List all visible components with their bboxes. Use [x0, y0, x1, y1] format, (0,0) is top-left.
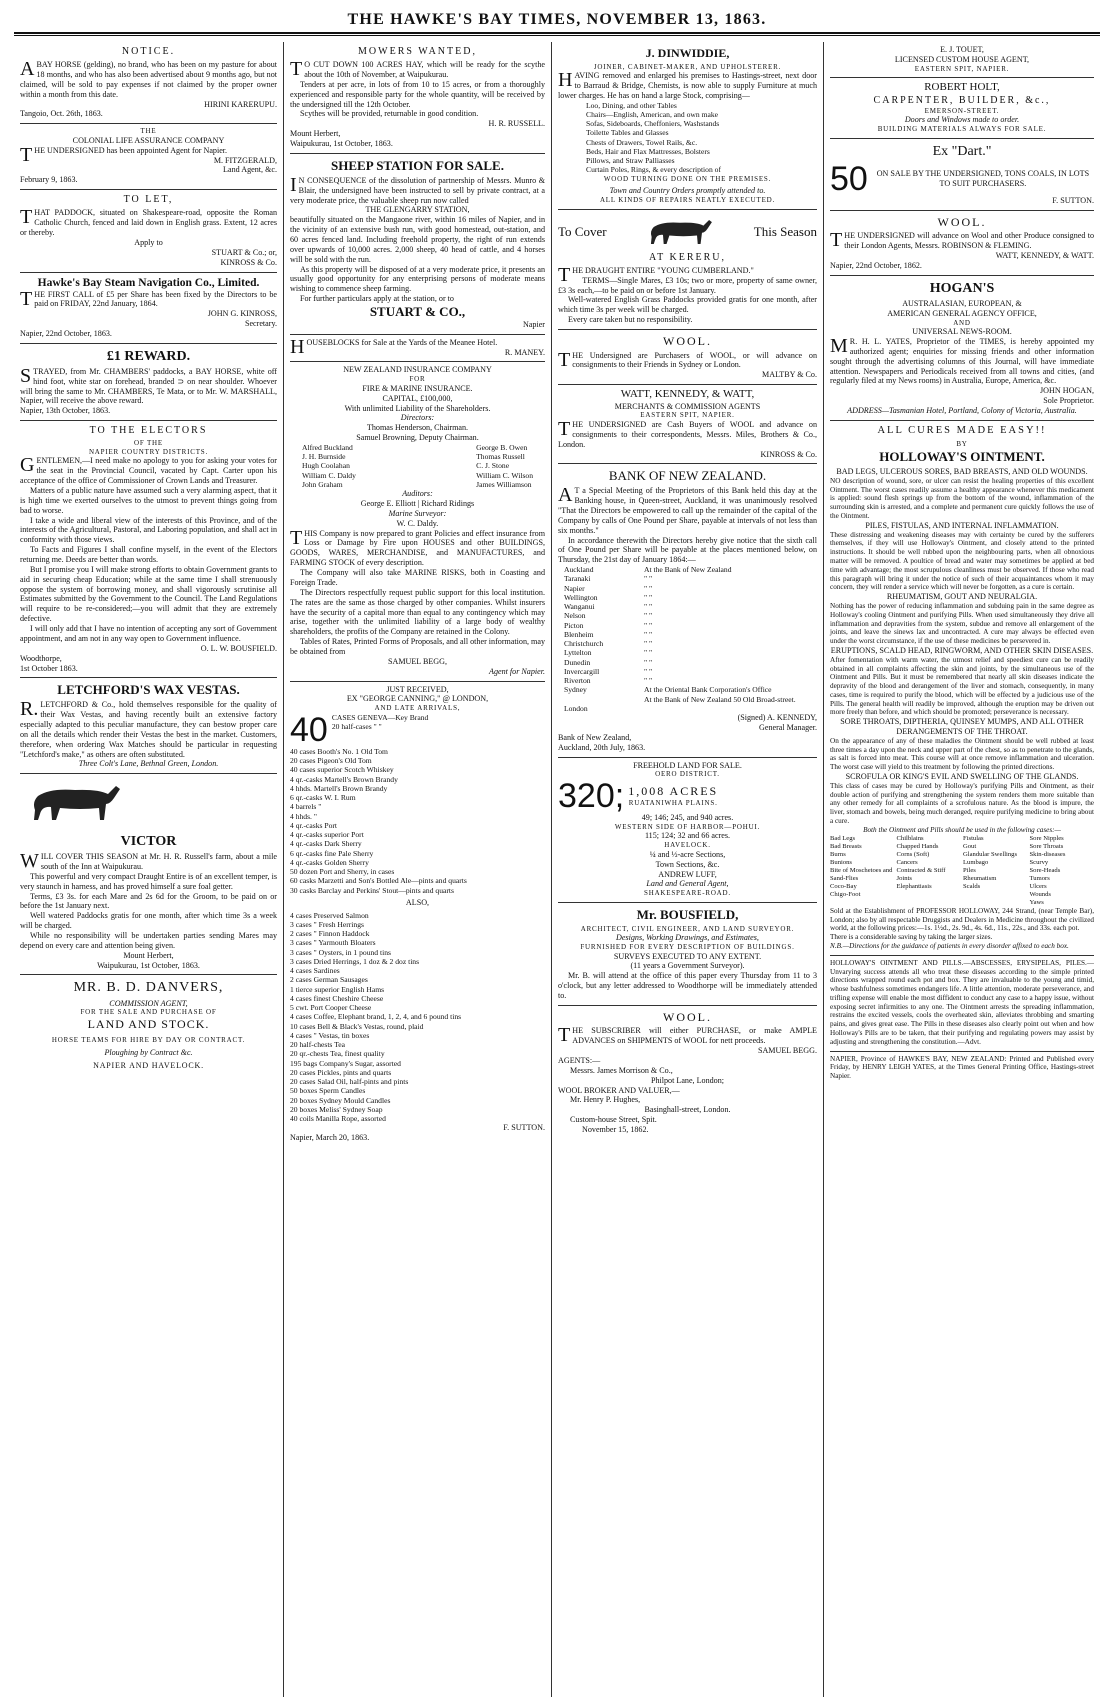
- ad-title: TO LET,: [123, 194, 174, 206]
- paragraph: THE DRAUGHT ENTIRE "YOUNG CUMBERLAND.": [558, 263, 754, 286]
- paragraph: AT a Special Meeting of the Proprietors of this Bank held this day at the Banking house, in Queen-street, Auckland, it was unanimously resolved "That the Directors be empowered to call up the remainder of the capital of the Company by calls of One Pound per Share, payable at intervals of not less than six months.": [558, 484, 817, 535]
- paragraph: Well-watered English Grass Paddocks provided gratis for one month, after which time 3s per week will be charged.: [558, 295, 817, 315]
- ad-hogan: [830, 276, 1094, 421]
- role: CARPENTER, BUILDER, &c.,: [873, 94, 1051, 106]
- doors: Doors and Windows made to order.: [904, 115, 1020, 125]
- ad-for: FOR: [409, 375, 426, 384]
- ad-pretitle: THE: [140, 127, 157, 136]
- ad-notice: [20, 42, 277, 124]
- ad-letchford: [20, 678, 277, 774]
- paragraph: This powerful and very compact Draught Entire is of an excellent temper, is very staunch in harness, and has proved himself a sure foal getter.: [20, 871, 277, 891]
- signature: ANDREW LUFF,: [658, 869, 717, 879]
- ad-title: Hawke's Bay Steam Navigation Co., Limited.: [37, 276, 260, 289]
- ad-victor: [20, 774, 277, 975]
- ad-holloway: [830, 421, 1094, 956]
- ad-holt: [830, 78, 1094, 139]
- nb: N.B.—Directions for the guidance of patients in every disorder affixed to each box.: [830, 942, 1069, 950]
- ad-title: WATT, KENNEDY, & WATT,: [620, 388, 755, 401]
- ad-title: LETCHFORD'S WAX VESTAS.: [57, 682, 240, 698]
- signature: (Signed) A. KENNEDY,: [737, 713, 817, 723]
- place: Mount Herbert,: [290, 129, 341, 139]
- ad-body: THE UNDERSIGNED has been appointed Agent for Napier.: [20, 143, 228, 166]
- paragraph: But I promise you I will make strong efforts to obtain Government grants to aid in securing cheap Education; while at the same time I shall strenuously oppose the system of borrowing money, and shall vigorously scrutinise all Estimates submitted by the Government to the Council. The Land Regulations will require to be re-considered;—you will admit that they are extremely defective.: [20, 564, 277, 624]
- goods-list-2: 4 cases Preserved Salmon 3 cases " Fresh Herrings 2 cases " Finnon Haddock 3 cases " Yarmouth Bloaters 3 cases " Oysters, in 1 pound tins 3 cases Dried Herrings, 1 doz & 2 doz tins 4 cases Sardines 2 cases German Sausages 1 tierce superior English Hams 4 cases finest Cheshire Cheese 5 cwt. Port Cooper Cheese 4 cases Coffee, Elephant brand, 1, 2, 4, and 6 pound tins 10 cases Bell & Black's Vestas, round, plaid 4 cases " Vestas, tin boxes 20 half-chests Tea 20 qr.-chests Tea, finest quality 195 bags Company's Sugar, assorted 20 cases Pickles, pints and quarts 20 cases Salad Oil, half-pints and pints 50 boxes Sperm Candles 20 boxes Sydney Mould Candles 20 boxes Meliss' Sydney Soap 40 coils Manilla Rope, assorted: [290, 910, 462, 1124]
- column-2: [284, 42, 552, 1697]
- ad-subtitle-3: UNIVERSAL NEWS-ROOM.: [912, 327, 1012, 337]
- materials: BUILDING MATERIALS ALWAYS FOR SALE.: [877, 125, 1047, 134]
- ad-what: LAND AND STOCK.: [87, 1016, 210, 1031]
- paragraph: WILL COVER THIS SEASON at Mr. H. R. Russell's farm, about a mile south of the Inn at Waipukurau.: [20, 850, 277, 873]
- furnished: FURNISHED FOR EVERY DESCRIPTION OF BUILDINGS.: [580, 943, 795, 951]
- capital: CAPITAL, £100,000,: [382, 393, 453, 403]
- ad-title: ROBERT HOLT,: [924, 81, 1000, 94]
- date: Napier, 22nd October, 1863.: [20, 328, 112, 338]
- designs: Designs, Working Drawings, and Estimates,: [616, 933, 759, 943]
- agents: AGENTS:—: [558, 1056, 601, 1066]
- ad-dart: [830, 139, 1094, 211]
- date: Waipukurau, 1st October, 1863.: [290, 139, 393, 149]
- role: Land Agent, &c.: [223, 165, 277, 175]
- paragraph: Every care taken but no responsibility.: [568, 315, 693, 325]
- ad-title: WOOL.: [937, 214, 987, 229]
- cases-col-4: Sore Nipples Sore Throats Skin-diseases Scurvy Sore-Heads Tumors Ulcers Wounds Yaws: [1029, 834, 1066, 906]
- agent-line: WOOL BROKER AND VALUER,—: [558, 1085, 680, 1095]
- surveyor-heading: Marine Surveyor:: [388, 508, 447, 518]
- paragraph: Tables of Rates, Printed Forms of Proposals, and all other information, may be obtained from: [290, 637, 545, 656]
- signature: KINROSS & Co.: [760, 449, 817, 459]
- ad-subtitle: NAPIER COUNTRY DISTRICTS.: [88, 447, 209, 456]
- column-3: [552, 42, 824, 1697]
- date: Napier, 22nd October, 1862.: [830, 260, 922, 270]
- signature: SAMUEL BEGG.: [757, 1046, 817, 1056]
- signature: HIRINI KARERUPU.: [204, 99, 277, 109]
- heading: SORE THROATS, DIPTHERIA, QUINSEY MUMPS, AND ALL OTHER DERANGEMENTS OF THE THROAT.: [840, 717, 1084, 737]
- signature: H. R. RUSSELL.: [488, 119, 545, 129]
- date: Auckland, 20th July, 1863.: [558, 742, 646, 752]
- paragraph: THIS Company is now prepared to grant Policies and effect insurance from Loss or Damage by Fire upon HOUSES and other BUILDINGS, GOODS, WARES, MERCHANDISE, and MANUFACTURES, and FARMING STOCK of every description.: [290, 526, 545, 568]
- auditors-heading: Auditors:: [402, 489, 433, 499]
- ship: EX "GEORGE CANNING," @ LONDON,: [346, 694, 489, 704]
- district: OERO DISTRICT.: [655, 770, 720, 779]
- paragraph: In accordance therewith the Directors hereby give notice that the sixth call of One Pound per Share will be payable at the places mentioned below, on Thursday, the 21st day of January 1864:—: [558, 535, 817, 565]
- acres: 1,008 ACRES: [628, 784, 719, 799]
- paragraph: GENTLEMEN,—I need make no apology to you for asking your votes for the seat in the Provincial Council, vacated by Capt. Carter upon his acceptance of the office of Commissioner of Crown Lands and Treasurer.: [20, 454, 277, 486]
- ad-of: OF THE: [134, 439, 163, 448]
- ad-title: WOOL.: [663, 334, 712, 348]
- paragraph: Tenders at per acre, in lots of from 10 to 15 acres, or from a thoroughly experienced and responsible party for the whole quantity, will be received by the undersigned till the 12th October.: [290, 79, 545, 109]
- date: Napier, 13th October, 1863.: [20, 406, 111, 416]
- lots-2: 115; 124; 32 and 66 acres.: [644, 831, 731, 841]
- stock-list: Loo, Dining, and other Tables Chairs—English, American, and own make Sofas, Sideboards, Cheffoniers, Washstands Toilette Tables and Glasses Chests of Drawers, Towel Rails, &c. Beds, Hair and Flax Mattresses, Bolsters Pillows, and Straw Palliasses Curtain Poles, Rings, & every description of: [586, 100, 721, 175]
- ad-body: THE UNDERSIGNED will advance on Wool and other Produce consigned to their London Agents, Messrs. ROBINSON & FLEMING.: [830, 229, 1094, 252]
- ad-electors: [20, 421, 277, 678]
- signature: JOHN G. KINROSS,: [207, 309, 277, 319]
- ad-top: ALL CURES MADE EASY!!: [877, 424, 1047, 436]
- ad-title: JUST RECEIVED,: [386, 684, 449, 694]
- cases-col-3: Fistulas Gout Glandular Swellings Lumbago Piles Rheumatism Scalds: [963, 834, 1018, 890]
- date: November 15, 1862.: [582, 1125, 649, 1135]
- heading: BAD LEGS, ULCEROUS SORES, BAD BREASTS, AND OLD WOUNDS.: [836, 467, 1088, 477]
- surveyor: W. C. Daldy.: [396, 518, 439, 528]
- agent-line: Custom-house Street, Spit.: [570, 1115, 657, 1125]
- paragraph: These distressing and weakening diseases may with certainty be cured by the sufferers themselves, if they will use Holloway's Ointment, and closely attend to the printed instructions. It should be well rubbed upon the neighbouring parts, when all obnoxious matter will be removed. A poultice of bread and water may sometimes be applied at bed time with advantage; the most scrupulous cleanliness must be observed. If those who read this paragraph will bring it under the notice of such of their acquaintances whom it may concern, they will render a service which will never be forgotten, as a cure is certain.: [830, 530, 1094, 592]
- role: Agent for Napier.: [489, 666, 545, 676]
- signature: JOHN HOGAN,: [1040, 386, 1094, 396]
- directors-right: George B. Owen Thomas Russell C. J. Stone William C. Wilson James Williamson: [476, 442, 533, 489]
- paragraph: NO description of wound, sore, or ulcer can resist the healing properties of this excellent Ointment. The worst cases readily assume a healthy appearance whenever this medicament is applied: sound flesh springs up from the bottom of the wound, inflammation of the surrounding skin is arrested, and a complete and permanent cure quickly follows the use of the Ointment.: [830, 476, 1094, 520]
- role: ARCHITECT, CIVIL ENGINEER, AND LAND SURVEYOR.: [580, 924, 795, 933]
- date: February 9, 1863.: [20, 175, 78, 185]
- ad-title: £1 REWARD.: [106, 348, 191, 364]
- heading: SCROFULA OR KING'S EVIL AND SWELLING OF THE GLANDS.: [845, 772, 1079, 782]
- wood-turning: WOOD TURNING DONE ON THE PREMISES.: [603, 174, 772, 183]
- paragraph: I take a wide and liberal view of the interests of this Province, and of the interests of the Agricultural, Pastoral, and Laboring population, and shall act in conformity with those views.: [20, 515, 277, 545]
- ad-body: MR. H. L. YATES, Proprietor of the TIMES, is hereby appointed my authorized agent; enquiries for missing friends and other information sought through the advertising columns of this Journal, will have immediate attention. Newspapers and Periodicals received from all towns and cities, (and regularly filed at my News rooms) in Australia, Europe, America, &c.: [830, 334, 1094, 386]
- big-number: 320;: [558, 777, 625, 815]
- paragraph: Well watered Paddocks gratis for one month, after which time 3s a week will be charged.: [20, 911, 277, 931]
- date: Tangoio, Oct. 26th, 1863.: [20, 109, 103, 119]
- places-where: At the Bank of New Zealand " " " " " " " " " " " " " " " " " " " " " " " " At the Oriental Bank Corporation's Office At the Bank of New Zealand 50 Old Broad-street.: [644, 565, 796, 704]
- ad-holloway-pills: [830, 956, 1094, 1052]
- ad-subtitle-2: AMERICAN GENERAL AGENCY OFFICE,: [887, 308, 1037, 318]
- ad-title: MOWERS WANTED,: [358, 46, 477, 57]
- place: Bank of New Zealand,: [558, 732, 632, 742]
- place: Woodthorpe,: [20, 653, 62, 663]
- place: EMERSON-STREET.: [924, 106, 1000, 115]
- horse-illustration: [20, 780, 130, 826]
- paragraph: To Facts and Figures I shall confine myself, in the event of the Electors returning me. Deeds are better than words.: [20, 545, 277, 565]
- signature: F. SUTTON.: [1052, 195, 1094, 205]
- liability: With unlimited Liability of the Shareholders.: [344, 403, 491, 413]
- address: ADDRESS—Tasmanian Hotel, Portland, Colony of Victoria, Australia.: [847, 405, 1077, 415]
- ad-bousfield: [558, 903, 817, 1006]
- apply: Apply to: [134, 237, 163, 247]
- ad-title: SHEEP STATION FOR SALE.: [331, 157, 504, 173]
- ad-touet: [830, 42, 1094, 78]
- sold-at: Sold at the Establishment of PROFESSOR HOLLOWAY, 244 Strand, (near Temple Bar), London; also by all respectable Druggists and Dealers in Medicine throughout the civilized world, at the following prices:—1s. 1½d., 2s. 9d., 4s. 6d., 11s., 22s., and 33s. each pot.: [830, 906, 1094, 933]
- ad-title: TO THE ELECTORS: [89, 425, 208, 437]
- cases-col-2: Chilblains Chapped Hands Corns (Soft) Cancers Contracted & Stiff Joints Elephantiasis: [896, 834, 946, 890]
- first-items: CASES GENEVA—Key Brand 20 half-cases " ": [331, 712, 429, 732]
- heading: PILES, FISTULAS, AND INTERNAL INFLAMMATION.: [865, 520, 1059, 530]
- ad-title: MR. B. D. DANVERS,: [73, 980, 224, 996]
- ad-title: J. DINWIDDIE,: [645, 46, 730, 60]
- place: EASTERN SPIT, NAPIER.: [640, 411, 735, 420]
- paragraph: This class of cases may be cured by Holloway's purifying Pills and Ointment, as their double action of purifying and strengthening the system renders them more suitable than any other remedy for all complaints of a scrofulous nature. As the blood is impure, the liver, stomach and bowels, being much deranged, require purifying medicine to bring about a cure.: [830, 781, 1094, 826]
- role: LICENSED CUSTOM HOUSE AGENT,: [894, 54, 1030, 64]
- ad-for: FOR THE SALE AND PURCHASE OF: [80, 1008, 217, 1017]
- agent-line: Messrs. James Morrison & Co.,: [570, 1065, 673, 1075]
- saving: There is a considerable saving by taking the larger sizes.: [830, 933, 993, 942]
- masthead-rule: [14, 32, 1100, 36]
- ad-title: NEW ZEALAND INSURANCE COMPANY: [343, 365, 492, 375]
- cases-col-1: Bad Legs Bad Breasts Burns Bunions Bite of Moschetoes and Sand-Flies Coco-Bay Chigo-Foot: [830, 834, 893, 898]
- ad-title: FREEHOLD LAND FOR SALE.: [633, 760, 742, 770]
- imprint: [830, 1052, 1094, 1085]
- signature: STUART & CO.,: [369, 303, 466, 319]
- place: EASTERN SPIT, NAPIER.: [914, 64, 1010, 73]
- repairs: ALL KINDS OF REPAIRS NEATLY EXECUTED.: [599, 196, 776, 205]
- ad-title: NOTICE.: [121, 46, 176, 57]
- ploughing: Ploughing by Contract &c.: [104, 1048, 193, 1058]
- address: Three Colt's Lane, Bethnal Green, London.: [78, 759, 219, 769]
- date: Waipukurau, 1st October, 1863.: [97, 960, 200, 970]
- paragraph: HAVING removed and enlarged his premises to Hastings-street, next door to Barraud & Bridge, Chemists, is now able to supply Furniture at much lower charges. He has on hand a large Stock, comprising—: [558, 69, 817, 100]
- paragraph: The Company will also take MARINE RISKS, both in Coasting and Foreign Trade.: [290, 568, 545, 587]
- paragraph: Matters of a public nature have assumed such a very alarming aspect, that it is high time we exerted ourselves to the utmost to prevent things going from bad to worse.: [20, 486, 277, 515]
- column-4: [824, 42, 1100, 1697]
- sections: ¼ and ½-acre Sections,: [649, 849, 726, 859]
- also: ALSO,: [405, 897, 430, 907]
- signature: MALTBY & Co.: [762, 370, 817, 380]
- ad-wool-maltby: [558, 330, 817, 385]
- ad-body: THAT PADDOCK, situated on Shakespeare-road, opposite the Roman Catholic Church, fenced and laid down in English grass. Extent, 12 acres or thereby.: [20, 206, 277, 238]
- paragraph: As this property will be disposed of at a very moderate price, it presents an usually good opportunity for any enterprising persons of moderate means wishing to commence sheep farming.: [290, 264, 545, 294]
- ad-to-cover: [558, 210, 817, 330]
- signature: M. FITZGERALD,: [213, 155, 277, 165]
- ad-body: THE SUBSCRIBER will either PURCHASE, or make AMPLE ADVANCES on SHIPMENTS of WOOL for nett proceeds.: [558, 1024, 817, 1047]
- lots: 49; 146; 245, and 940 acres.: [641, 813, 734, 822]
- paragraph: After fomentation with warm water, the utmost relief and speediest cure can be readily obtained in all complaints affecting the skin and joints, by the simultaneous use of the Ointment and Pills. But it must be remembered that nearly all skin diseases indicate the depravity of the blood and derangement of the liver and stomach, consequently, in many cases, time is required to purify the blood, which will be effected by a judicious use of the Pills. The general health will readily be improved, although the eruption may be driven out more freely than before, and which should be promoted; perseverance is necessary.: [830, 655, 1094, 717]
- paragraph: Terms, £3 3s. for each Mare and 2s 6d for the Groom, to be paid on or before the 1st January next.: [20, 891, 277, 911]
- paragraph: TERMS—Single Mares, £3 10s; two or more, property of same owner, £3 3s each,—to be paid on or before 1st January.: [558, 275, 817, 295]
- address: SHAKESPEARE-ROAD.: [644, 889, 731, 898]
- ad-title: Mr. BOUSFIELD,: [636, 906, 739, 922]
- ad-title: BANK OF NEW ZEALAND.: [608, 468, 767, 484]
- paragraph: On the appearance of any of these maladies the Ointment should be well rubbed at least three times a day upon the neck and upper part of the chest, so as to penetrate to the glands, as salt is forced into meat. This course will at once remove inflammation and ulceration. The worst case will yield to this treatment by following the printed directions.: [830, 736, 1094, 772]
- signature: R. MANEY.: [504, 347, 545, 357]
- havelock: HAVELOCK.: [664, 841, 711, 850]
- ad-by: BY: [956, 439, 968, 448]
- ad-body: THE FIRST CALL of £5 per Share has been fixed by the Directors to be paid on FRIDAY, 22nd January, 1864.: [20, 287, 277, 310]
- plains: RUATANIWHA PLAINS.: [628, 799, 718, 808]
- ad-what: FIRE & MARINE INSURANCE.: [362, 383, 473, 393]
- ad-sheep-station: [290, 154, 545, 335]
- agent-line: Mr. Henry P. Hughes,: [570, 1095, 641, 1105]
- auditors: George E. Elliott | Richard Ridings: [360, 499, 475, 509]
- date: Napier, March 20, 1863.: [290, 1133, 370, 1143]
- ad-to-let: [20, 190, 277, 272]
- goods-list: 40 cases Booth's No. 1 Old Tom 20 cases Pigeon's Old Tom 40 cases superior Scotch Whiskey 4 qr.-casks Martell's Brown Brandy 4 hhds. Martell's Brown Brandy 6 qr.-casks W. I. Rum 4 barrels " 4 hhds. " 4 qr.-casks Port 4 qr.-casks superior Port 4 qr.-casks Dark Sherry 6 qr.-casks fine Pale Sherry 4 qr.-casks Golden Sherry 50 dozen Port and Sherry, in cases 60 casks Marzetti and Son's Bottled Ale—pints and quarts 30 casks Barclay and Perkins' Stout—pints and quarts: [290, 746, 467, 895]
- deputy: Samuel Browning, Deputy Chairman.: [356, 433, 479, 443]
- orders: Town and Country Orders promptly attended to.: [609, 186, 766, 196]
- surveys: SURVEYS EXECUTED TO ANY EXTENT.: [613, 951, 762, 961]
- chairman: Thomas Henderson, Chairman.: [366, 423, 469, 433]
- ad-body: ON SALE BY THE UNDERSIGNED, TONS COALS, IN LOTS TO SUIT PURCHASERS.: [876, 168, 1090, 188]
- ad-freehold: [558, 758, 817, 903]
- and: AND: [953, 318, 971, 327]
- ad-title: HOLLOWAY'S OINTMENT.: [879, 449, 1045, 465]
- place: Napier: [522, 319, 545, 329]
- role: Sole Proprietor.: [1043, 396, 1094, 406]
- role: Land and General Agent,: [646, 879, 729, 889]
- role: Secretary.: [244, 319, 277, 329]
- arrivals: AND LATE ARRIVALS,: [374, 704, 461, 713]
- cover-right: This Season: [753, 223, 817, 239]
- ad-nz-insurance: [290, 362, 545, 681]
- agent-line: Philpot Lane, London;: [650, 1075, 725, 1085]
- ad-colonial-life: [20, 124, 277, 190]
- hire: HORSE TEAMS FOR HIRE BY DAY OR CONTRACT.: [51, 1035, 246, 1044]
- ad-title: E. J. TOUET,: [940, 45, 984, 54]
- place: NAPIER AND HAVELOCK.: [93, 1060, 204, 1070]
- ad-subtitle: AUSTRALASIAN, EUROPEAN, &: [902, 298, 1022, 308]
- signature: SAMUEL BEGG,: [387, 656, 448, 666]
- ad-body: STRAYED, from Mr. CHAMBERS' paddocks, a BAY HORSE, white off hind foot, white star on forehead, branded ⊃ on near shoulder. Whoever will bring the same to Mr. CHAMBERS, Te Mata, or to Mr. W. MARSHALL, Napier, will receive the above reward.: [20, 364, 277, 406]
- signature-2: KINROSS & Co.: [220, 257, 277, 267]
- ad-mowers: [290, 42, 545, 154]
- government: (11 years a Government Surveyor).: [630, 961, 745, 971]
- ad-dinwiddie: [558, 42, 817, 210]
- agent-line: Basinghall-street, London.: [644, 1105, 731, 1115]
- signature: F. SUTTON.: [503, 1123, 545, 1133]
- western-side: WESTERN SIDE OF HARBOR—POHUI.: [614, 822, 761, 831]
- ad-danvers: [20, 975, 277, 1074]
- ad-title: VICTOR: [120, 834, 177, 850]
- ad-title: WOOL.: [663, 1009, 712, 1024]
- ad-body: THE UNDERSIGNED are Cash Buyers of WOOL and advance on consignments to their correspondents, Messrs. Miles, Brothers & Co., London.: [558, 418, 817, 449]
- ad-steam-navigation: [20, 273, 277, 344]
- role: General Manager.: [759, 723, 817, 733]
- signature: O. L. W. BOUSFIELD.: [200, 643, 277, 653]
- big-number: 40: [290, 710, 328, 749]
- paragraph: The Directors respectfully request public support for this local institution. The rates are the same as those charged by other companies. Whilst insurers have the security of a capital more than equal to any contingency which may arise, together with the unlimited liability of a large body of wealthy shareholders, the profits of the Company are retained in the Colony.: [290, 587, 545, 637]
- column-1: [14, 42, 284, 1697]
- ad-body: Mr. B. will attend at the office of this paper every Thursday from 11 to 3 o'clock, but any letter addressed to Woodthorpe will be immediately attended to.: [558, 971, 817, 1000]
- paragraph: TO CUT DOWN 100 ACRES HAY, which will be ready for the scythe about the 10th of November, at Waipukurau.: [290, 58, 545, 81]
- signature: WATT, KENNEDY, & WATT.: [995, 251, 1094, 261]
- ad-subtitle: MERCHANTS & COMMISSION AGENTS: [614, 401, 761, 411]
- directors-left: Alfred Buckland J. H. Burnside Hugh Coolahan William C. Daldy John Graham: [302, 442, 356, 489]
- paragraph: IN CONSEQUENCE of the dissolution of partnership of Messrs. Munro & Blair, the undersigned have been instructed to sell by private contract, at a very moderate price, the valuable sheep run now called: [290, 173, 545, 205]
- paragraph: While no responsibility will be undertaken parties sending Mares may depend on every care and attention being given.: [20, 931, 277, 950]
- ad-just-received: [290, 682, 545, 1148]
- ad-reward: [20, 344, 277, 421]
- heading: ERUPTIONS, SCALD HEAD, RINGWORM, AND OTHER SKIN DISEASES.: [830, 645, 1094, 655]
- paragraph: Scythes will be provided, returnable in good condition.: [300, 109, 479, 119]
- ad-watt-kennedy: [558, 385, 817, 464]
- horse-illustration: [641, 213, 719, 251]
- paragraph: For further particulars apply at the station, or to: [300, 294, 454, 304]
- heading: RHEUMATISM, GOUT AND NEURALGIA.: [886, 592, 1038, 602]
- role: COMMISSION AGENT,: [109, 998, 188, 1008]
- ad-body: HOUSEBLOCKS for Sale at the Yards of the Meanee Hotel.: [290, 335, 498, 358]
- imprint-text: NAPIER, Province of HAWKE'S BAY, NEW ZEALAND: Printed and Published every Friday, by HENRY LEIGH YATES, at the Times General Printing Office, Hastings-street Napier.: [830, 1054, 1094, 1081]
- ad-title: COLONIAL LIFE ASSURANCE COMPANY: [72, 135, 225, 145]
- role: JOINER, CABINET-MAKER, AND UPHOLSTERER.: [593, 62, 782, 71]
- ad-title: Ex "Dart.": [932, 143, 992, 159]
- ad-wool-watt: [830, 211, 1094, 276]
- paragraph: Nothing has the power of reducing inflammation and subduing pain in the same degree as Holloway's cooling Ointment and purifying Pills. When used simultaneously they drive all inflammation and depravities from the system, subdue and remove all enlargement of the joints, and leave the sinews lax and uncontracted. A cure may always be effected even under the worst circumstance, if the use of these medicines be persevered in.: [830, 601, 1094, 646]
- both-heading: Both the Ointment and Pills should be used in the following cases:—: [863, 825, 1061, 834]
- cover-left: To Cover: [558, 223, 607, 239]
- places-list: Auckland Taranaki Napier Wellington Wanganui Nelson Picton Blenheim Christchurch Lyttelton Dunedin Invercargill Riverton Sydney London: [564, 565, 604, 713]
- ad-title: HOGAN'S: [929, 280, 995, 296]
- ad-houseblocks: [290, 335, 545, 363]
- ad-body: HOLLOWAY'S OINTMENT AND PILLS.—ABSCESSES, ERYSIPELAS, PILES.—Unvarying success attends all who treat these diseases according to the simple printed directions wrapped round each pot and box. They are invaluable to the young and timid, whose bashfulness sometimes endangers life. A little attention, moderate perseverance, and trifling expense will enable the most diffident to conduct any case to a happy issue, without exposing secret infirmities to any one. The Ointment arrests the spreading inflammation, restrains the excited vessels, cools the overheated skin, alleviates throbbing and smarting pains, and gives great ease. The Pills in these diseases also clearly point out when and how Holloway's Pills are to be taken, that their purifying and regulating powers may assist by adjusting and strengthening the constitution.—Advt.: [830, 958, 1094, 1046]
- station-name: THE GLENGARRY STATION,: [365, 205, 470, 215]
- ad-body: R.LETCHFORD & Co., hold themselves responsible for the quality of their Wax Vestas, and having recently built an extensive factory especially adapted to this peculiar manufacture, they can bestow proper care on all the details which render their Vestas the best in the market. Customers, therefore, when ordering Wax Matches should be particular in requesting "Letchford's make," as others are often substituted.: [20, 698, 277, 759]
- ad-body: ABAY HORSE (gelding), no brand, who has been on my pasture for about 18 months, and who has also been advertised about 9 months ago, but not claimed, will be sold to pay expenses if not claimed by the proper owner within a month from this date.: [20, 58, 277, 99]
- paragraph: beautifully situated on the Mangaone river, within 16 miles of Napier, and in the vicinity of an extensive bush run, with good homestead, out-station, and 60 acres fenced land. Including freehold property, the right of run extends over upwards of 10,000 acres. 2,000 sheep, 40 head of cattle, and 4 horses will be sold with the run.: [290, 215, 545, 264]
- paragraph: I will only add that I have no intention of accepting any sort of Government appointment, and am not in any way open to Government influence.: [20, 624, 277, 643]
- ad-body: THE Undersigned are Purchasers of WOOL, or will advance on consignments to their Friends in Sydney or London.: [558, 348, 817, 371]
- location: AT KERERU,: [648, 251, 727, 263]
- town-sections: Town Sections, &c.: [655, 859, 720, 869]
- ad-bank-nz: [558, 464, 817, 757]
- masthead: THE HAWKE'S BAY TIMES, NOVEMBER 13, 1863.: [347, 11, 767, 28]
- signature: STUART & Co.; or,: [211, 247, 277, 257]
- directors-heading: Directors:: [400, 413, 435, 423]
- ad-wool-begg: [558, 1006, 817, 1139]
- date: 1st October 1863.: [20, 663, 78, 673]
- big-number: 50: [830, 159, 868, 198]
- place: Mount Herbert,: [123, 950, 174, 960]
